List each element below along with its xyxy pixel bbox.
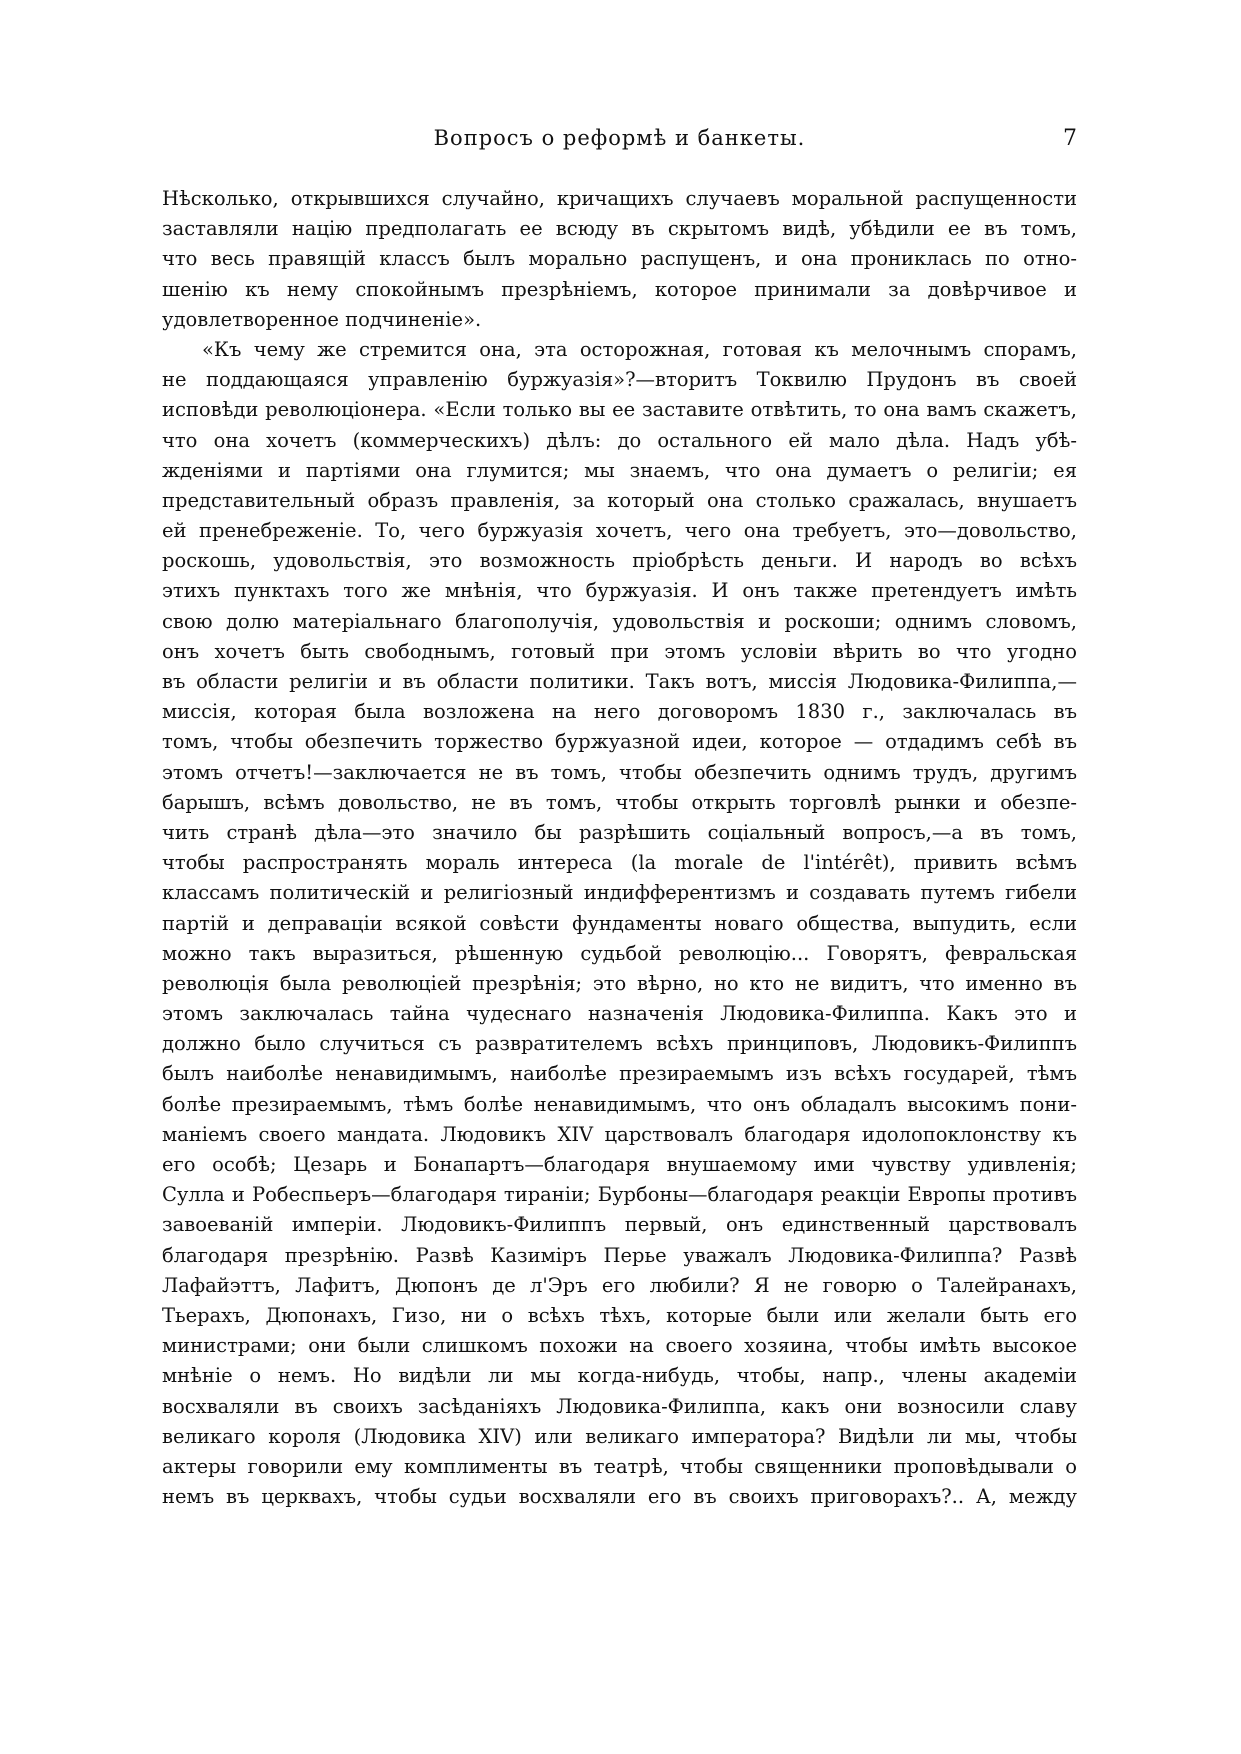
text-line: заставляли націю предполагать ее всюду въ скрытомъ видѣ, убѣдили ее въ томъ, xyxy=(162,217,1077,241)
running-head xyxy=(162,126,1077,158)
text-line: классамъ политическій и религіозный индифферентизмъ и создавать путемъ гибели xyxy=(162,881,1077,905)
text-line: Сулла и Робеспьеръ—благодаря тираніи; Бурбоны—благодаря реакціи Европы противъ xyxy=(162,1183,1077,1207)
text-line: должно было случиться съ развратителемъ всѣхъ принциповъ, Людовикъ-Филиппъ xyxy=(162,1032,1077,1056)
text-line: не поддающаяся управленію буржуазія»?—вторитъ Токвилю Прудонъ въ своей xyxy=(162,368,1077,392)
text-line: этомъ заключалась тайна чудеснаго назначенія Людовика-Филиппа. Какъ это и xyxy=(162,1002,1077,1026)
text-line: актеры говорили ему комплименты въ театрѣ, чтобы священники проповѣдывали о xyxy=(162,1454,1077,1478)
text-line: министрами; они были слишкомъ похожи на своего хозяина, чтобы имѣть высокое xyxy=(162,1334,1077,1358)
text-line: роскошь, удовольствія, это возможность пріобрѣсть деньги. И народъ во всѣхъ xyxy=(162,549,1077,573)
running-title: Вопросъ о реформѣ и банкеты. xyxy=(433,126,806,150)
text-line: революція была революціей презрѣнія; это вѣрно, но кто не видитъ, что именно въ xyxy=(162,971,1077,995)
text-line: шенію къ нему спокойнымъ презрѣніемъ, которое принимали за довѣрчивое и xyxy=(162,277,1077,301)
text-line: свою долю матеріальнаго благополучія, удовольствія и роскоши; однимъ словомъ, xyxy=(162,609,1077,633)
text-line: былъ наиболѣе ненавидимымъ, наиболѣе презираемымъ изъ всѣхъ государей, тѣмъ xyxy=(162,1062,1077,1086)
text-line: восхваляли въ своихъ засѣданіяхъ Людовика-Филиппа, какъ они возносили славу xyxy=(162,1394,1077,1418)
paragraph-start-line: «Къ чему же стремится она, эта осторожная, готовая къ мелочнымъ спорамъ, xyxy=(202,337,1077,361)
text-line: болѣе презираемымъ, тѣмъ болѣе ненавидимымъ, что онъ обладалъ высокимъ пони- xyxy=(162,1092,1077,1116)
text-line: можно такъ выразиться, рѣшенную судьбой революцію... Говорятъ, февральская xyxy=(162,941,1077,965)
text-line: партій и деправаціи всякой совѣсти фундаменты новаго общества, выпудить, если xyxy=(162,911,1077,935)
text-line: удовлетворенное подчиненіе». xyxy=(162,307,482,331)
text-line: томъ, чтобы обезпечить торжество буржуазной идеи, которое — отдадимъ себѣ въ xyxy=(162,730,1077,754)
text-line: мнѣніе о немъ. Но видѣли ли мы когда-нибудь, чтобы, напр., члены академіи xyxy=(162,1364,1077,1388)
text-line: его особѣ; Цезарь и Бонапартъ—благодаря внушаемому ими чувству удивленія; xyxy=(162,1153,1077,1176)
text-line: чтобы распространять мораль интереса (la morale de l'intérêt), привить всѣмъ xyxy=(162,851,1077,875)
text-line: чить странѣ дѣла—это значило бы разрѣшить соціальный вопросъ,—а въ томъ, xyxy=(162,820,1077,844)
text-line: завоеваній имперіи. Людовикъ-Филиппъ первый, онъ единственный царствовалъ xyxy=(162,1213,1077,1237)
text-line: Лафайэттъ, Лафитъ, Дюпонъ де л'Эръ его любили? Я не говорю о Талейранахъ, xyxy=(162,1273,1077,1297)
text-line: великаго короля (Людовика XIV) или великаго императора? Видѣли ли мы, чтобы xyxy=(162,1424,1077,1448)
text-line: жденіями и партіями она глумится; мы знаемъ, что она думаетъ о религіи; ея xyxy=(162,458,1077,482)
body-text xyxy=(162,184,1077,1512)
text-line: этомъ отчетъ!—заключается не въ томъ, чтобы обезпечить однимъ трудъ, другимъ xyxy=(162,760,1077,784)
text-line: исповѣди революціонера. «Если только вы ее заставите отвѣтить, то она вамъ скажетъ, xyxy=(162,398,1077,422)
text-line: миссія, которая была возложена на него договоромъ 1830 г., заключалась въ xyxy=(162,700,1077,724)
text-line: Нѣсколько, открывшихся случайно, кричащихъ случаевъ моральной распущенности xyxy=(162,187,1077,210)
text-line: въ области религіи и въ области политики. Такъ вотъ, миссія Людовика-Филиппа,— xyxy=(162,670,1077,693)
page-number: 7 xyxy=(1063,126,1077,151)
text-line: представительный образъ правленія, за который она столько сражалась, внушаетъ xyxy=(162,488,1077,512)
text-line: этихъ пунктахъ того же мнѣнія, что буржуазія. И онъ также претендуетъ имѣть xyxy=(162,579,1077,603)
text-line: что она хочетъ (коммерческихъ) дѣлъ: до остального ей мало дѣла. Надъ убѣ- xyxy=(162,428,1077,452)
text-line: благодаря презрѣнію. Развѣ Казиміръ Перье уважалъ Людовика-Филиппа? Развѣ xyxy=(162,1243,1077,1267)
text-line: ей пренебреженіе. То, чего буржуазія хочетъ, чего она требуетъ, это—довольство, xyxy=(162,519,1077,543)
text-line: барышъ, всѣмъ довольство, не въ томъ, чтобы открыть торговлѣ рынки и обезпе- xyxy=(162,790,1077,814)
text-line: маніемъ своего мандата. Людовикъ XIV царствовалъ благодаря идолопоклонству къ xyxy=(162,1122,1077,1146)
text-line: онъ хочетъ быть свободнымъ, готовый при этомъ условіи вѣрить во что угодно xyxy=(162,639,1077,663)
text-line: что весь правящій классъ былъ морально распущенъ, и она прониклась по отно- xyxy=(162,247,1077,271)
text-line: Тьерахъ, Дюпонахъ, Гизо, ни о всѣхъ тѣхъ, которые были или желали быть его xyxy=(162,1303,1077,1327)
text-line: немъ въ церквахъ, чтобы судьи восхваляли его въ своихъ приговорахъ?.. А, между xyxy=(162,1485,1077,1509)
